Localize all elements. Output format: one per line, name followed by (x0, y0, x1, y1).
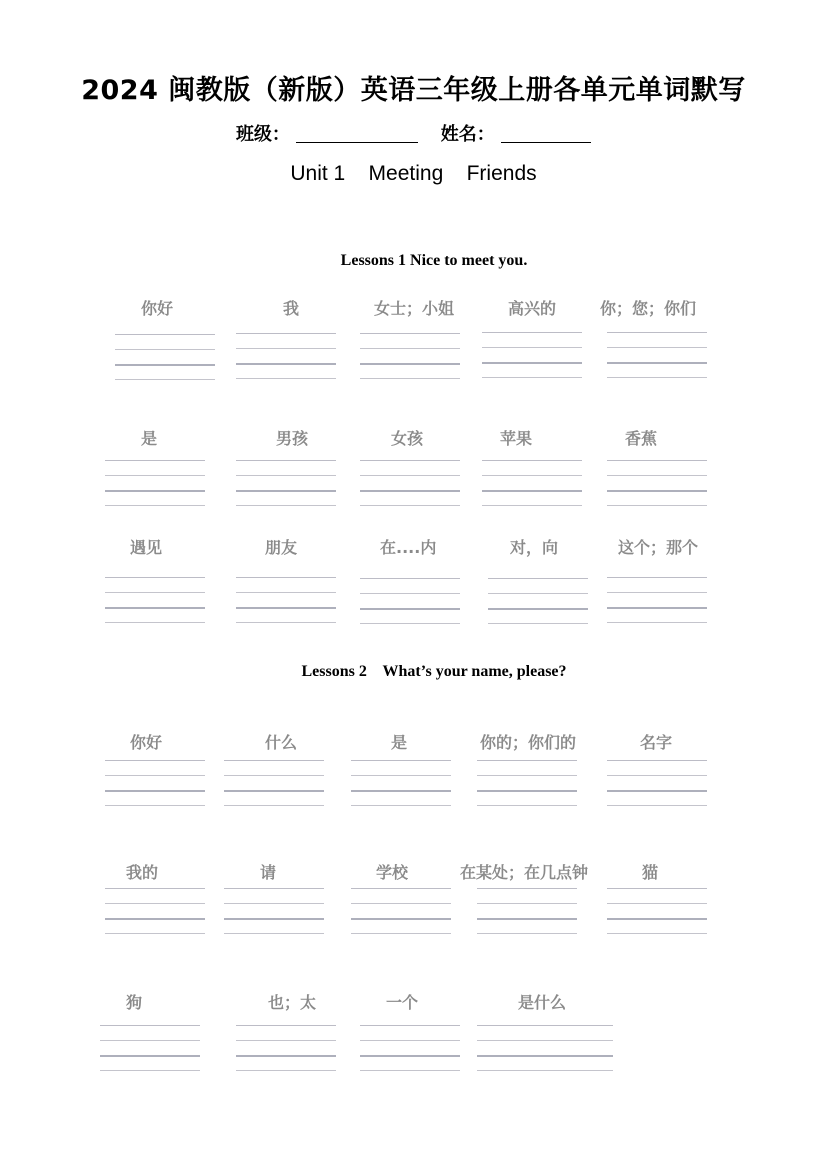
word-prompt: 高兴的 (508, 299, 557, 318)
writing-lines[interactable] (488, 578, 588, 624)
name-label: 姓名： (440, 124, 495, 145)
writing-lines[interactable] (360, 460, 460, 506)
student-info-line (0, 120, 827, 146)
writing-lines[interactable] (607, 760, 707, 806)
word-prompt: 是 (141, 429, 158, 448)
word-prompt: 是 (391, 733, 408, 752)
writing-lines[interactable] (105, 760, 205, 806)
writing-lines[interactable] (236, 1025, 336, 1071)
writing-lines[interactable] (236, 577, 336, 623)
writing-lines[interactable] (482, 332, 582, 378)
word-prompt: 你的；你们的 (480, 733, 577, 752)
word-prompt: 一个 (386, 993, 419, 1012)
word-prompt: 是什么 (518, 993, 567, 1012)
word-prompt: 女士；小姐 (374, 299, 455, 318)
name-blank[interactable] (501, 124, 591, 143)
class-label: 班级： (235, 124, 290, 145)
writing-lines[interactable] (607, 460, 707, 506)
writing-lines[interactable] (482, 460, 582, 506)
writing-lines[interactable] (100, 1025, 200, 1071)
word-prompt: 也；太 (268, 993, 317, 1012)
word-prompt: 在....内 (380, 538, 437, 557)
writing-lines[interactable] (360, 578, 460, 624)
word-prompt: 女孩 (391, 429, 424, 448)
writing-lines[interactable] (105, 888, 205, 934)
word-prompt: 请 (260, 863, 277, 882)
writing-lines[interactable] (477, 760, 577, 806)
word-prompt: 猫 (642, 863, 659, 882)
word-prompt: 什么 (265, 733, 298, 752)
writing-lines[interactable] (477, 1025, 613, 1071)
writing-lines[interactable] (351, 888, 451, 934)
word-prompt: 学校 (376, 863, 409, 882)
writing-lines[interactable] (351, 760, 451, 806)
writing-lines[interactable] (607, 888, 707, 934)
word-prompt: 对，向 (510, 538, 559, 557)
word-prompt: 我 (283, 299, 300, 318)
writing-lines[interactable] (360, 333, 460, 379)
word-prompt: 这个；那个 (618, 538, 699, 557)
writing-lines[interactable] (236, 333, 336, 379)
word-prompt: 狗 (126, 993, 143, 1012)
word-prompt: 你好 (130, 733, 163, 752)
writing-lines[interactable] (607, 577, 707, 623)
writing-lines[interactable] (607, 332, 707, 378)
class-blank[interactable] (296, 124, 418, 143)
word-prompt: 你好 (141, 299, 174, 318)
word-prompt: 香蕉 (625, 429, 658, 448)
word-prompt: 苹果 (500, 429, 533, 448)
unit-title: Unit 1 Meeting Friends (290, 162, 537, 185)
word-prompt: 在某处；在几点钟 (460, 863, 589, 882)
lesson-2-title: Lessons 2 What’s your name, please? (301, 663, 567, 680)
writing-lines[interactable] (115, 334, 215, 380)
word-prompt: 你；您；你们 (600, 299, 697, 318)
writing-lines[interactable] (477, 888, 577, 934)
writing-lines[interactable] (224, 888, 324, 934)
writing-lines[interactable] (360, 1025, 460, 1071)
word-prompt: 名字 (640, 733, 673, 752)
worksheet-title: 2024 闽教版（新版）英语三年级上册各单元单词默写 (81, 75, 746, 106)
writing-lines[interactable] (224, 760, 324, 806)
writing-lines[interactable] (236, 460, 336, 506)
word-prompt: 朋友 (265, 538, 298, 557)
writing-lines[interactable] (105, 577, 205, 623)
word-prompt: 我的 (126, 863, 159, 882)
word-prompt: 遇见 (130, 538, 163, 557)
writing-lines[interactable] (105, 460, 205, 506)
lesson-1-title: Lessons 1 Nice to meet you. (340, 252, 528, 269)
word-prompt: 男孩 (276, 429, 309, 448)
